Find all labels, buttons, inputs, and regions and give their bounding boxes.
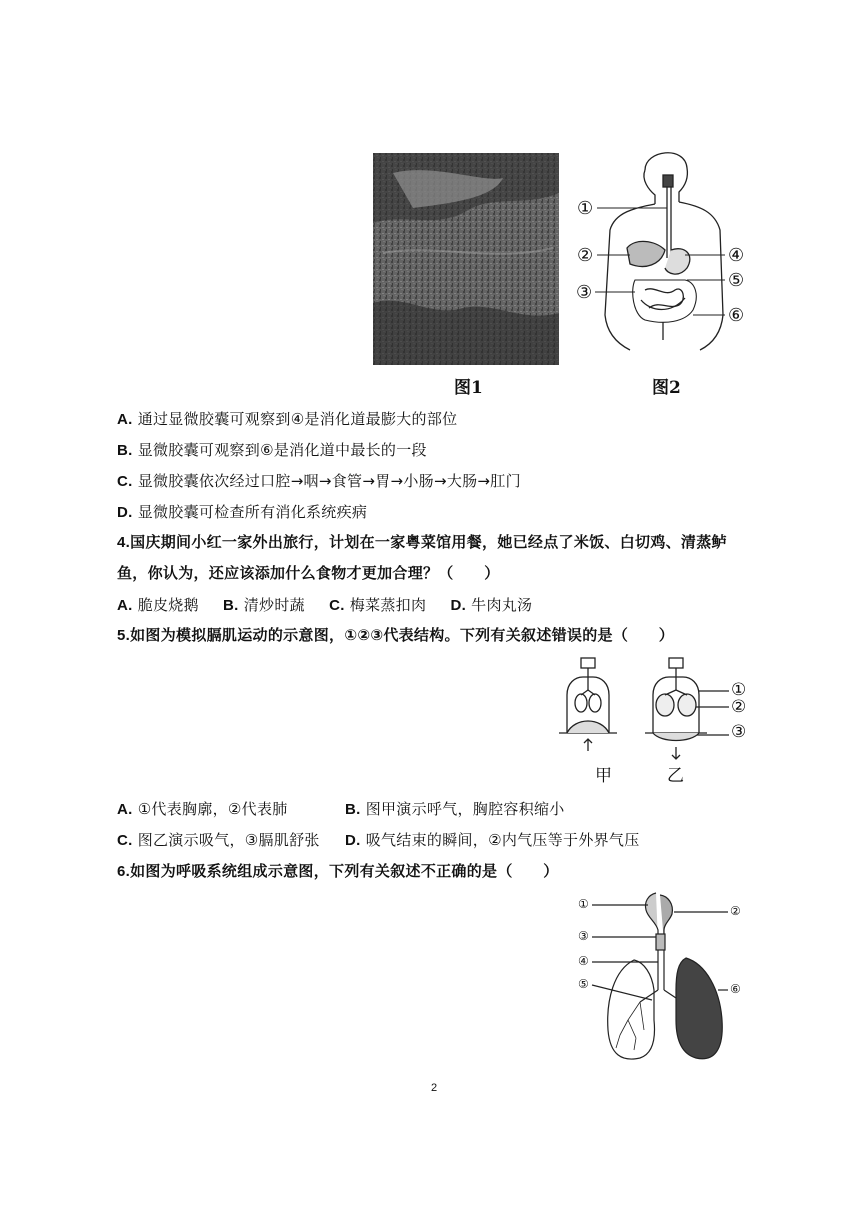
fig2-label-2: ②: [577, 245, 594, 266]
fig2-label-5: ⑤: [728, 270, 745, 291]
q3-option-d: D. 显微胶囊可检查所有消化系统疾病: [117, 503, 368, 521]
page-number: 2: [431, 1082, 438, 1094]
q4-stem-line1: 4.国庆期间小红一家外出旅行，计划在一家粤菜馆用餐，她已经点了米饭、白切鸡、清蒸鲈: [117, 534, 727, 551]
q5-label-jia: 甲: [595, 766, 612, 786]
q5-option-c: C. 图乙演示吸气，③膈肌舒张: [117, 831, 320, 849]
q6-label-6: ⑥: [730, 982, 741, 996]
q6-figure-respiratory-system: [578, 890, 753, 1065]
q4-options: A. 脆皮烧鹅 B. 清炒时蔬 C. 梅菜蒸扣肉 D. 牛肉丸汤: [117, 596, 533, 614]
q5-figure-diaphragm-model: [557, 655, 787, 785]
q5-label-yi: 乙: [667, 766, 684, 786]
fig2-label-3: ③: [576, 282, 593, 303]
q6-label-5: ⑤: [578, 977, 589, 991]
fig2-label-6: ⑥: [728, 305, 745, 326]
q5-option-d: D. 吸气结束的瞬间，②内气压等于外界气压: [345, 831, 640, 849]
q3-option-b: B. 显微胶囊可观察到⑥是消化道中最长的一段: [117, 441, 427, 459]
q5-label-1: ①: [731, 680, 747, 700]
figure-1-caption: 图1: [454, 378, 483, 398]
q3-option-a: A. 通过显微胶囊可观察到④是消化道最膨大的部位: [117, 410, 458, 428]
q6-label-2: ②: [730, 904, 741, 918]
q5-stem: 5.如图为模拟膈肌运动的示意图，①②③代表结构。下列有关叙述错误的是（ ）: [117, 627, 675, 644]
q6-label-1: ①: [578, 897, 589, 911]
q5-options-row1: A. ①代表胸廓，②代表肺: [117, 800, 288, 818]
q5-option-b: B. 图甲演示呼气，胸腔容积缩小: [345, 800, 565, 818]
figure-2-caption: 图2: [652, 378, 681, 398]
q4-stem-line2: 鱼，你认为，还应该添加什么食物才更加合理？（ ）: [117, 565, 500, 582]
q5-label-3: ③: [731, 722, 747, 742]
figure-1-photo: [373, 153, 559, 365]
q6-stem: 6.如图为呼吸系统组成示意图，下列有关叙述不正确的是（ ）: [117, 863, 559, 880]
q6-label-4: ④: [578, 954, 589, 968]
fig2-label-1: ①: [577, 198, 594, 219]
q5-label-2: ②: [731, 697, 747, 717]
fig2-label-4: ④: [728, 245, 745, 266]
figure-2-digestive-system: [575, 140, 755, 370]
q3-option-c: C. 显微胶囊依次经过口腔→咽→食管→胃→小肠→大肠→肛门: [117, 472, 521, 490]
q6-label-3: ③: [578, 929, 589, 943]
